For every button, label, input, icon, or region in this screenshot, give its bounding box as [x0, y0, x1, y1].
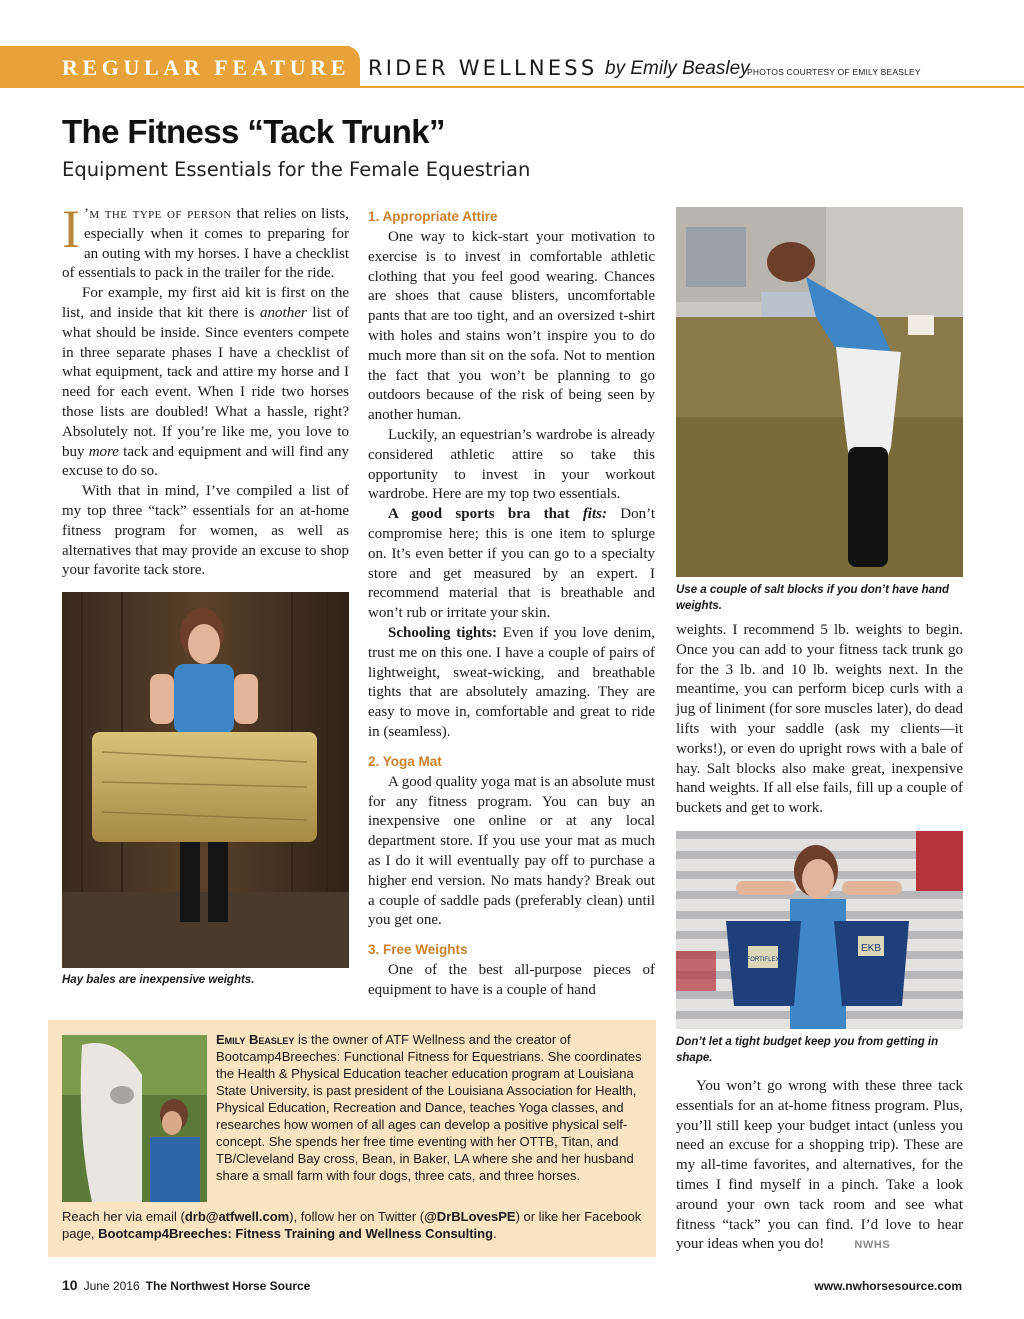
paragraph: Luckily, an equestrian’s wardrobe is already considered athletic attire so take this opportunity to invest in your workout wardrobe. Here are my top two essentials. [368, 426, 655, 503]
author-contact: Reach her via email (drb@atfwell.com), follow her on Twitter (@DrBLovesPE) or like her Facebook page, Bootcamp4Breeches: Fitness Training and Wellness Consulting. [62, 1209, 642, 1241]
article-subtitle: Equipment Essentials for the Female Equestrian [62, 158, 531, 181]
author-email[interactable]: drb@atfwell.com [184, 1209, 290, 1224]
regular-feature-label: REGULAR FEATURE [62, 55, 351, 80]
bucket-label-left: FORTIFLEX [746, 957, 780, 963]
author-name: Emily Beasley [216, 1032, 295, 1047]
magazine-name: The Northwest Horse Source [145, 1279, 311, 1293]
paragraph: You won’t go wrong with these three tack essentials for an at-home fitness program. Plus, you’ll still keep your budget intact (unless you need an excuse for a shopping trip). These are my all-time favorites, and alternatives, for the times I find myself in a pinch. Take a look around your own tack room and see what fitness “tack” you can find. I’d love to hear your ideas when you do! NWHS [676, 1078, 963, 1253]
conclusion [676, 1077, 963, 1256]
paragraph: A good sports bra that fits: Don’t compromise here; this is one item to splurge on. It’s even better if you can go to a specialty store and get measured by an expert. I recommend material that is breathable and won’t rub or irritate your skin. [368, 506, 655, 622]
subhead-yoga-mat: 2. Yoga Mat [368, 753, 442, 769]
section-header [0, 46, 1024, 88]
hay-bale-image [62, 592, 349, 968]
buckets-photo [676, 831, 963, 1029]
column-3 [676, 621, 963, 819]
header-rule [350, 86, 1024, 88]
intro-text: that relies on lists, especially when it comes to preparing for an outing with my horses. I have a checklist of essentials to pack in the trailer for the ride. [62, 206, 349, 282]
paragraph: Schooling tights: Even if you love denim, trust me on this one. I have a couple of pairs of lightweight, sweat-wicking, and breathable tights that are absolutely amazing. They are easy to move in, comfortable and great to ride in (seamless). [368, 624, 655, 740]
buckets-image [676, 831, 963, 1029]
page-number: 10 [62, 1277, 78, 1293]
paragraph: One of the best all-purpose pieces of equipment to have is a couple of hand [368, 962, 655, 998]
paragraph: weights. I recommend 5 lb. weights to begin. Once you can add to your fitness tack trunk go for the 3 lb. and 10 lb. weights next. In the meantime, you can perform bicep curls with a jug of liniment (for sore muscles later), do dead lifts with your saddle (ask my clients—it works!), or even do upright rows with a bale of hay. Salt blocks also make great, inexpensive hand weights. If all else fails, fill up a couple of buckets and get to work. [676, 622, 963, 817]
lead-in: ’m the type of person [83, 206, 232, 222]
hay-bale-photo [62, 592, 349, 968]
photo-credit: PHOTOS COURTESY OF EMILY BEASLEY [747, 67, 921, 77]
bio-text: is the owner of ATF Wellness and the creator of Bootcamp4Breeches: Functional Fitness for Equestrians. She coordinates the Health & Physical Education teacher education program at Louisiana State University, is past president of the Louisiana Association for Health, Physical Education, Recreation and Dance, teaches Yoga classes, and researches how women of all ages can develop a positive physical self-concept. She spends her free time eventing with her OTTB, Titan, and TB/Cleveland Bay cross, Bean, in Baker, LA where she and her husband share a small farm with four dogs, three cats, and three horses. [216, 1032, 642, 1183]
section-name: RIDER WELLNESS [368, 56, 598, 80]
article-title: The Fitness “Tack Trunk” [62, 113, 445, 150]
page-footer [62, 1277, 310, 1293]
paragraph: With that in mind, I’ve compiled a list of my top three “tack” essentials for an at-home fitness program for women, as well as alternatives that may provide an excuse to shop your favorite tack store. [62, 483, 349, 579]
end-mark: NWHS [854, 1239, 891, 1252]
salt-block-photo [676, 207, 963, 577]
author-horse-image [62, 1035, 207, 1202]
issue-date: June 2016 [83, 1279, 140, 1293]
subhead-free-weights: 3. Free Weights [368, 942, 468, 958]
caption-buckets: Don’t let a tight budget keep you from getting in shape. [676, 1036, 939, 1064]
paragraph: One way to kick-start your motivation to exercise is to invest in comfortable athletic clothing that you feel good wearing. Chances are shoes that cause blisters, uncomfortable pants that are too tight, and an oversized t-shirt with holes and stains won’t inspire you to do much more than sit on the sofa. Not to mention the fact that you won’t be planning to go outdoors because of the risk of being seen by another human. [368, 229, 655, 424]
bucket-label-right: EKB [860, 943, 882, 954]
caption-hay: Hay bales are inexpensive weights. [62, 974, 255, 986]
salt-block-image [676, 207, 963, 577]
column-2 [368, 205, 655, 1001]
column-1 [62, 199, 350, 581]
intro-paragraph [62, 199, 349, 284]
byline: by Emily Beasley [605, 58, 750, 79]
caption-salt: Use a couple of salt blocks if you don’t have hand weights. [676, 584, 950, 612]
author-bio [216, 1031, 646, 1184]
paragraph: For example, my first aid kit is first on the list, and inside that kit there is another list of what should be inside. Since eventers compete in three separate phases I have a checklist of what equipment, tack and attire my horse and I need for each event. When I ride two horses those lists are doubled! What a hassle, right? Absolutely not. If you’re like me, you love to buy more tack and equipment and will find any excuse to do so. [62, 285, 350, 480]
drop-cap: I [62, 199, 80, 259]
author-twitter[interactable]: @DrBLovesPE [424, 1209, 516, 1224]
website-url[interactable]: www.nwhorsesource.com [814, 1279, 962, 1293]
subhead-attire: 1. Appropriate Attire [368, 209, 498, 224]
author-facebook[interactable]: Bootcamp4Breeches: Fitness Training and Wellness Consulting [98, 1226, 494, 1241]
paragraph: A good quality yoga mat is an absolute must for any fitness program. You can buy an inexpensive one online or at any local department store. If you use your mat as much as I do it will eventually pay off to purchase a higher end version. No mats handy? Break out a couple of saddle pads (preferably clean) until you get one. [368, 773, 655, 929]
author-photo [62, 1035, 207, 1202]
